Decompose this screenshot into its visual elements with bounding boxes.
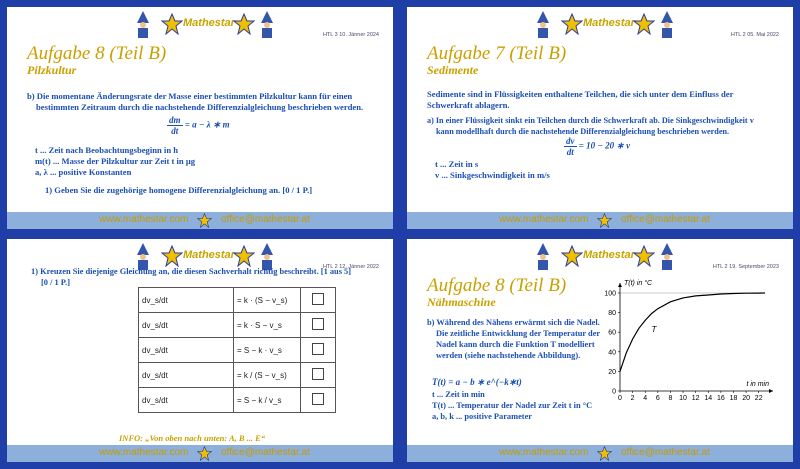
definitions — [435, 159, 550, 181]
x-tick-label: 14 — [704, 395, 713, 402]
subtask-line: Nadel kann durch die Funktion T modelliert — [436, 340, 595, 349]
y-axis-label: T(t) in °C — [624, 280, 653, 287]
series-line-T — [620, 293, 765, 371]
exam-date: HTL 2 12. Jänner 2022 — [322, 264, 379, 270]
option-equation: dv_s/dt — [139, 313, 234, 338]
brand-name: Mathestar — [583, 17, 635, 29]
option-equation: dv_s/dt — [139, 288, 234, 313]
task-subtitle: Nähmaschine — [427, 295, 496, 309]
task-title: Aufgabe 8 (Teil B) — [27, 43, 167, 64]
question-line: 1) Kreuzen Sie diejenige Gleichung an, die diesen Sachverhalt richtig beschreibt. [1 aus 5] — [31, 267, 352, 276]
x-axis-label: t in min — [746, 381, 769, 388]
task-subtitle: Pilzkultur — [27, 63, 77, 77]
wizard-icon — [657, 243, 677, 271]
star-icon — [633, 13, 655, 35]
task-question — [31, 266, 391, 288]
x-tick-label: 16 — [716, 395, 725, 402]
definition-line: v ... Sinkgeschwindigkeit in m/s — [435, 170, 550, 180]
temperature-chart — [600, 273, 780, 413]
star-icon — [161, 13, 183, 35]
mathestar-logo — [127, 11, 277, 41]
email-link[interactable]: office@mathestar.at — [621, 214, 710, 225]
x-tick-label: 8 — [668, 395, 673, 402]
star-icon — [597, 446, 612, 461]
formula-numerator: dv — [566, 136, 575, 146]
option-row — [139, 388, 336, 413]
formula-rhs: = a − λ ∗ m — [184, 119, 230, 130]
website-link[interactable]: www.mathestar.com — [99, 214, 189, 225]
definition-line: T(t) ... Temperatur der Nadel zur Zeit t in °C — [432, 401, 593, 410]
exam-date: HTL 2 05. Mai 2022 — [730, 32, 779, 38]
brand-name: Mathestar — [183, 249, 235, 261]
answer-options-table — [138, 287, 336, 413]
email-link[interactable]: office@mathestar.at — [621, 447, 710, 458]
task-title: Aufgabe 7 (Teil B) — [427, 43, 567, 64]
slide-sedimente — [407, 7, 793, 229]
website-link[interactable]: www.mathestar.com — [499, 447, 589, 458]
definition-line: t ... Zeit in s — [435, 159, 479, 169]
y-tick-label: 100 — [604, 290, 616, 298]
question-line: [0 / 1 P.] — [41, 278, 71, 287]
definition-line: a, λ ... positive Konstanten — [35, 167, 132, 177]
slide-naehmaschine — [407, 239, 793, 462]
y-axis-arrow — [618, 283, 622, 287]
option-equation: dv_s/dt — [139, 388, 234, 413]
y-tick-label: 20 — [608, 368, 616, 376]
answer-checkbox[interactable] — [312, 368, 324, 380]
y-tick-label: 0 — [612, 388, 616, 396]
star-icon — [597, 213, 612, 228]
differential-equation — [564, 136, 630, 157]
subtask-line: kann modellhaft durch die nachstehende Differenzialgleichung beschrieben werden. — [436, 127, 730, 136]
y-tick-label: 40 — [608, 349, 616, 357]
series-label: T — [651, 325, 657, 335]
subtask-b — [427, 317, 607, 361]
subtask-a — [427, 115, 793, 137]
task-question: 1) Geben Sie die zugehörige homogene Differenzialgleichung an. [0 / 1 P.] — [45, 185, 313, 195]
intro-line: Schwerkraft ablagern. — [427, 100, 510, 110]
x-tick-label: 6 — [655, 395, 660, 402]
website-link[interactable]: www.mathestar.com — [499, 214, 589, 225]
x-tick-label: 2 — [630, 395, 635, 402]
option-equation-rhs: = S − k · v_s — [234, 338, 301, 363]
option-equation-rhs: = S − k / v_s — [234, 388, 301, 413]
x-axis-arrow — [769, 389, 773, 393]
answer-checkbox[interactable] — [312, 343, 324, 355]
star-icon — [161, 245, 183, 267]
intro-line: bestimmten Zeitraum durch die nachstehende Differenzialgleichung beschrieben werden. — [36, 102, 364, 112]
definition-line: t ... Zeit in min — [432, 390, 485, 399]
star-icon — [561, 13, 583, 35]
exam-date: HTL 3 10. Jänner 2024 — [322, 32, 379, 38]
wizard-icon — [533, 243, 553, 271]
email-link[interactable]: office@mathestar.at — [221, 214, 310, 225]
exam-date: HTL 2 19. September 2023 — [712, 264, 779, 270]
wizard-icon — [657, 11, 677, 39]
mathestar-logo — [527, 243, 677, 273]
subtask-line: b) Während des Nähens erwärmt sich die Nadel. — [427, 318, 600, 327]
definitions — [35, 145, 195, 178]
info-note: INFO: „Von oben nach unten: A, B ... E“ — [119, 433, 266, 443]
answer-checkbox[interactable] — [312, 393, 324, 405]
x-tick-label: 18 — [729, 395, 738, 402]
star-icon — [633, 245, 655, 267]
subtask-line: a) In einer Flüssigkeit sinkt ein Teilchen durch die Schwerkraft ab. Die Sinkgeschwindigkeit v — [427, 116, 754, 125]
intro-line: Sedimente sind in Flüssigkeiten enthaltene Teilchen, die sich unter dem Einfluss der — [427, 89, 734, 99]
function-formula: T(t) = a − b ∗ e^(−k∗t) — [432, 377, 522, 387]
intro-line: b) Die momentane Änderungsrate der Masse einer bestimmten Pilzkultur kann für einen — [27, 91, 353, 101]
task-intro — [27, 91, 387, 113]
definition-line: a, b, k ... positive Parameter — [432, 412, 533, 421]
wizard-icon — [257, 11, 277, 39]
star-icon — [233, 13, 255, 35]
option-equation-rhs: = k / (S − v_s) — [234, 363, 301, 388]
formula-denominator: dt — [566, 147, 574, 157]
star-icon — [197, 446, 212, 461]
answer-checkbox[interactable] — [312, 318, 324, 330]
star-icon — [233, 245, 255, 267]
slide-pilzkultur — [7, 7, 393, 229]
footer-bar — [407, 212, 793, 229]
option-equation: dv_s/dt — [139, 338, 234, 363]
answer-checkbox[interactable] — [312, 293, 324, 305]
brand-name: Mathestar — [583, 249, 635, 261]
formula-denominator: dt — [171, 126, 179, 136]
formula-numerator: dm — [169, 115, 181, 125]
definitions — [432, 389, 592, 422]
email-link[interactable]: office@mathestar.at — [221, 447, 310, 458]
footer-bar — [407, 445, 793, 462]
definition-line: m(t) ... Masse der Pilzkultur zur Zeit t in μg — [35, 156, 196, 166]
footer-bar — [7, 445, 393, 462]
footer-bar — [7, 212, 393, 229]
brand-name: Mathestar — [183, 17, 235, 29]
option-equation: dv_s/dt — [139, 363, 234, 388]
option-equation-rhs: = k · (S − v_s) — [234, 288, 301, 313]
x-tick-label: 4 — [643, 395, 648, 402]
subtask-line: werden (siehe nachstehende Abbildung). — [436, 351, 581, 360]
x-tick-label: 0 — [618, 395, 622, 402]
task-title: Aufgabe 8 (Teil B) — [427, 275, 567, 296]
option-equation-rhs: = k · S − v_s — [234, 313, 301, 338]
mathestar-logo — [527, 11, 677, 41]
option-row — [139, 288, 336, 313]
option-row — [139, 363, 336, 388]
task-subtitle: Sedimente — [427, 63, 479, 77]
wizard-icon — [133, 11, 153, 39]
x-tick-label: 22 — [754, 395, 763, 402]
option-row — [139, 313, 336, 338]
subtask-line: Die zeitliche Entwicklung der Temperatur der — [436, 329, 601, 338]
formula-rhs: = 10 − 20 ∗ v — [578, 140, 631, 151]
wizard-icon — [533, 11, 553, 39]
star-icon — [561, 245, 583, 267]
y-tick-label: 60 — [608, 329, 616, 337]
option-row — [139, 338, 336, 363]
x-tick-label: 10 — [679, 395, 687, 402]
y-tick-label: 80 — [608, 310, 616, 318]
differential-equation — [167, 115, 230, 136]
x-tick-label: 12 — [691, 395, 700, 402]
website-link[interactable]: www.mathestar.com — [99, 447, 189, 458]
slide-multiple-choice — [7, 239, 393, 462]
definition-line: t ... Zeit nach Beobachtungsbeginn in h — [35, 145, 179, 155]
x-tick-label: 20 — [742, 395, 750, 402]
task-intro — [427, 89, 787, 111]
star-icon — [197, 213, 212, 228]
